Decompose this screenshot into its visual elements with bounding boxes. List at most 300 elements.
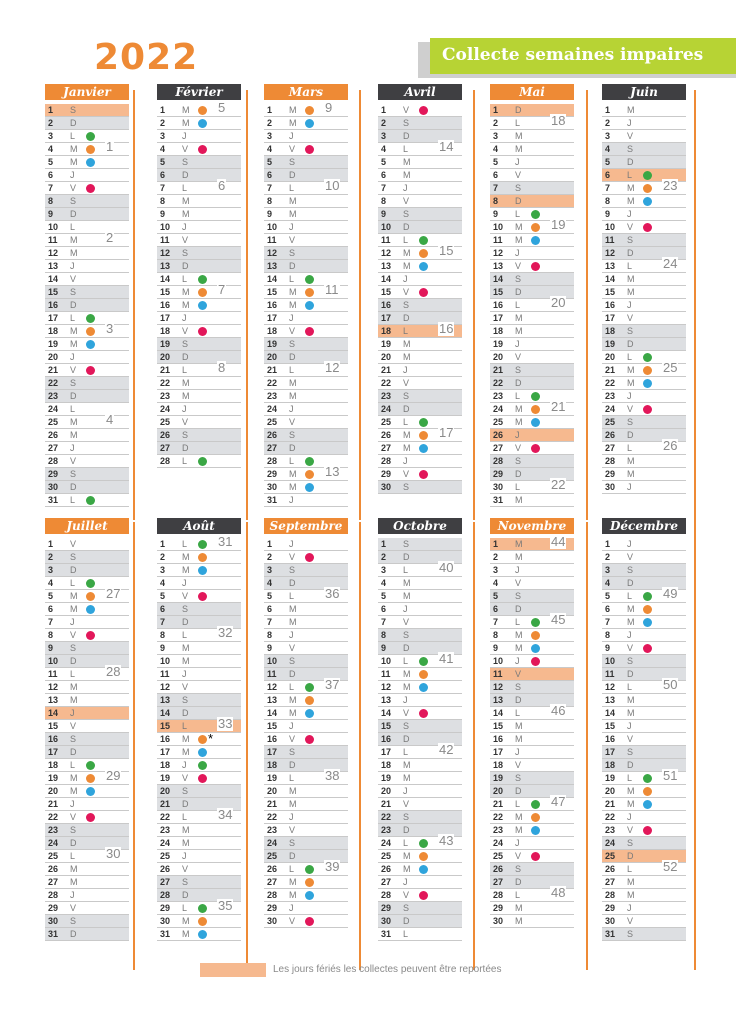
- day-row: [157, 668, 241, 681]
- day-number: 29: [160, 903, 171, 913]
- day-number: 16: [381, 300, 392, 310]
- day-number: 10: [48, 656, 59, 666]
- day-number: 18: [605, 326, 616, 336]
- day-number: 22: [605, 378, 616, 388]
- weekday-letter: M: [515, 235, 523, 245]
- day-row: [264, 117, 348, 130]
- day-row: [264, 720, 348, 733]
- weekday-letter: S: [182, 248, 189, 258]
- day-number: 3: [160, 565, 166, 575]
- day-number: 18: [605, 760, 616, 770]
- day-number: 22: [48, 812, 59, 822]
- day-number: 9: [267, 643, 273, 653]
- day-row: [157, 130, 241, 143]
- weekday-letter: S: [627, 565, 634, 575]
- day-number: 21: [381, 365, 392, 375]
- pink-collection-dot: [419, 709, 428, 718]
- week-number: 22: [551, 477, 566, 492]
- weekday-letter: M: [70, 773, 78, 783]
- weekday-letter: M: [70, 604, 78, 614]
- weekday-letter: S: [515, 183, 522, 193]
- day-number: 5: [160, 157, 166, 167]
- weekday-letter: M: [627, 708, 635, 718]
- weekday-letter: V: [403, 378, 410, 388]
- day-row: [264, 902, 348, 915]
- weekday-letter: J: [403, 274, 408, 284]
- weekday-letter: D: [70, 747, 77, 757]
- day-row: [45, 312, 129, 325]
- day-number: 24: [160, 838, 171, 848]
- day-row: [264, 785, 348, 798]
- day-number: 25: [267, 417, 278, 427]
- day-number: 3: [493, 131, 499, 141]
- week-number: 31: [218, 534, 233, 549]
- day-row: [45, 117, 129, 130]
- weekday-letter: M: [289, 799, 297, 809]
- day-row: [378, 273, 462, 286]
- weekday-letter: S: [182, 786, 189, 796]
- weekday-letter: L: [70, 131, 76, 141]
- week-number: 46: [551, 703, 566, 718]
- day-row: [264, 586, 348, 603]
- month-9: [378, 518, 462, 941]
- week-number: 1: [106, 139, 114, 154]
- weekday-letter: M: [403, 339, 411, 349]
- day-number: 15: [48, 287, 59, 297]
- day-row: [602, 325, 686, 338]
- day-row: [602, 798, 686, 811]
- day-number: 24: [160, 404, 171, 414]
- day-number: 4: [48, 144, 54, 154]
- weekday-letter: L: [182, 183, 188, 193]
- day-number: 31: [267, 495, 278, 505]
- weekday-letter: D: [403, 222, 410, 232]
- pink-collection-dot: [198, 592, 207, 601]
- column-divider: [473, 522, 475, 970]
- day-number: 29: [605, 903, 616, 913]
- day-number: 18: [267, 760, 278, 770]
- weekday-letter: M: [403, 352, 411, 362]
- blue-collection-dot: [419, 262, 428, 271]
- weekday-letter: S: [627, 929, 634, 939]
- day-row: [490, 429, 574, 442]
- day-row: [157, 534, 241, 551]
- day-row: [45, 494, 129, 507]
- day-row: [45, 811, 129, 824]
- day-row: [490, 534, 574, 551]
- day-row: [378, 651, 462, 668]
- week-number: 11: [325, 282, 339, 297]
- day-number: 24: [48, 838, 59, 848]
- blue-collection-dot: [86, 340, 95, 349]
- month-10: [490, 518, 574, 928]
- weekday-letter: V: [70, 456, 77, 466]
- weekday-letter: D: [403, 825, 410, 835]
- day-number: 28: [381, 890, 392, 900]
- day-row: [602, 455, 686, 468]
- weekday-letter: M: [515, 222, 523, 232]
- day-number: 10: [381, 656, 392, 666]
- banner-text: Collecte semaines impaires: [442, 45, 704, 65]
- day-row: [264, 538, 348, 551]
- day-row: [378, 286, 462, 299]
- weekday-letter: M: [627, 604, 635, 614]
- day-number: 29: [493, 469, 504, 479]
- weekday-letter: V: [403, 708, 410, 718]
- day-row: [602, 130, 686, 143]
- day-row: [490, 746, 574, 759]
- day-number: 24: [48, 404, 59, 414]
- day-row: [378, 707, 462, 720]
- orange-collection-dot: [198, 106, 207, 115]
- day-row: [45, 846, 129, 863]
- day-row: [264, 282, 348, 299]
- weekday-letter: D: [70, 565, 77, 575]
- day-row: [264, 733, 348, 746]
- green-collection-dot: [86, 132, 95, 141]
- day-number: 9: [48, 643, 54, 653]
- weekday-letter: J: [627, 812, 632, 822]
- day-number: 19: [48, 339, 59, 349]
- day-row: [490, 455, 574, 468]
- day-number: 15: [605, 287, 616, 297]
- weekday-letter: S: [403, 118, 410, 128]
- day-number: 13: [267, 695, 278, 705]
- day-number: 4: [605, 578, 611, 588]
- day-number: 15: [605, 721, 616, 731]
- weekday-letter: V: [289, 326, 296, 336]
- day-row: [378, 560, 462, 577]
- weekday-letter: L: [182, 539, 188, 549]
- pink-collection-dot: [531, 657, 540, 666]
- day-number: 11: [267, 235, 277, 245]
- weekday-letter: S: [515, 274, 522, 284]
- day-row: [157, 551, 241, 564]
- day-number: 27: [160, 877, 171, 887]
- weekday-letter: V: [70, 903, 77, 913]
- day-number: 7: [381, 617, 387, 627]
- weekday-letter: M: [627, 695, 635, 705]
- day-number: 26: [160, 430, 171, 440]
- day-number: 27: [48, 877, 59, 887]
- day-number: 8: [160, 196, 166, 206]
- weekday-letter: J: [182, 313, 187, 323]
- day-row: [157, 733, 241, 746]
- day-number: 12: [160, 248, 171, 258]
- day-number: 21: [160, 365, 171, 375]
- day-row: [602, 603, 686, 616]
- day-row: [490, 143, 574, 156]
- day-number: 30: [493, 916, 504, 926]
- day-row: [45, 798, 129, 811]
- day-number: 19: [48, 773, 59, 783]
- weekday-letter: V: [627, 313, 634, 323]
- day-number: 26: [267, 430, 278, 440]
- weekday-letter: M: [515, 404, 523, 414]
- year-title: 2022: [94, 37, 199, 78]
- pink-collection-dot: [198, 145, 207, 154]
- day-row: [490, 477, 574, 494]
- day-number: 10: [605, 222, 616, 232]
- day-row: [602, 720, 686, 733]
- week-number: 20: [551, 295, 566, 310]
- week-number: 26: [663, 438, 678, 453]
- day-row: [602, 811, 686, 824]
- day-row: [378, 117, 462, 130]
- weekday-letter: J: [515, 838, 520, 848]
- weekday-letter: J: [403, 604, 408, 614]
- day-number: 24: [493, 838, 504, 848]
- day-row: [602, 377, 686, 390]
- day-row: [264, 837, 348, 850]
- day-number: 30: [48, 482, 59, 492]
- day-number: 26: [381, 864, 392, 874]
- day-row: [378, 603, 462, 616]
- weekday-letter: L: [182, 721, 188, 731]
- weekday-letter: M: [289, 378, 297, 388]
- day-row: [602, 928, 686, 941]
- orange-collection-dot: [643, 366, 652, 375]
- day-row: [602, 208, 686, 221]
- day-row: [45, 642, 129, 655]
- weekday-letter: L: [289, 183, 295, 193]
- month-title: Mai: [490, 84, 574, 100]
- weekday-letter: S: [515, 365, 522, 375]
- day-row: [378, 390, 462, 403]
- column-divider: [473, 90, 475, 520]
- weekday-letter: M: [182, 838, 190, 848]
- day-row: [264, 616, 348, 629]
- day-row: [157, 156, 241, 169]
- weekday-letter: M: [182, 105, 190, 115]
- day-number: 7: [160, 183, 166, 193]
- day-number: 5: [267, 591, 273, 601]
- orange-collection-dot: [86, 327, 95, 336]
- day-list: [378, 104, 462, 494]
- day-row: [378, 139, 462, 156]
- weekday-letter: D: [627, 248, 634, 258]
- orange-collection-dot: [531, 405, 540, 414]
- weekday-letter: J: [70, 170, 75, 180]
- weekday-letter: J: [515, 656, 520, 666]
- orange-collection-dot: [643, 184, 652, 193]
- day-row: [264, 377, 348, 390]
- blue-collection-dot: [419, 444, 428, 453]
- weekday-letter: M: [289, 287, 297, 297]
- day-number: 2: [381, 118, 387, 128]
- day-row: [157, 312, 241, 325]
- day-number: 10: [160, 222, 171, 232]
- day-row: [264, 360, 348, 377]
- pink-collection-dot: [531, 262, 540, 271]
- day-row: [264, 234, 348, 247]
- day-number: 19: [381, 773, 392, 783]
- day-number: 30: [267, 482, 278, 492]
- day-number: 27: [48, 443, 59, 453]
- weekday-letter: J: [289, 630, 294, 640]
- day-row: [157, 403, 241, 416]
- day-number: 9: [267, 209, 273, 219]
- weekday-letter: M: [289, 482, 297, 492]
- day-number: 6: [160, 170, 166, 180]
- day-row: [45, 468, 129, 481]
- weekday-letter: J: [627, 721, 632, 731]
- day-row: [602, 104, 686, 117]
- pink-collection-dot: [305, 917, 314, 926]
- day-number: 18: [493, 760, 504, 770]
- day-number: 29: [267, 903, 278, 913]
- day-row: [602, 117, 686, 130]
- day-number: 1: [160, 539, 166, 549]
- weekday-letter: S: [182, 695, 189, 705]
- pink-collection-dot: [643, 405, 652, 414]
- weekday-letter: D: [289, 578, 296, 588]
- day-number: 30: [381, 482, 392, 492]
- weekday-letter: J: [627, 630, 632, 640]
- weekday-letter: V: [182, 864, 189, 874]
- day-row: [264, 481, 348, 494]
- day-row: [602, 694, 686, 707]
- day-row: [45, 299, 129, 312]
- week-number: 9: [325, 100, 333, 115]
- day-row: [157, 208, 241, 221]
- weekday-letter: J: [403, 877, 408, 887]
- green-collection-dot: [198, 540, 207, 549]
- day-row: [157, 260, 241, 273]
- day-number: 11: [605, 669, 615, 679]
- day-row: [157, 169, 241, 182]
- day-number: 11: [605, 235, 615, 245]
- weekday-letter: L: [627, 352, 633, 362]
- day-number: 2: [493, 118, 499, 128]
- weekday-letter: S: [182, 430, 189, 440]
- week-number: 15: [439, 243, 454, 258]
- weekday-letter: D: [70, 118, 77, 128]
- day-number: 26: [48, 864, 59, 874]
- day-number: 8: [267, 196, 273, 206]
- day-row: [157, 564, 241, 577]
- weekday-letter: V: [515, 669, 522, 679]
- day-number: 7: [48, 183, 54, 193]
- weekday-letter: M: [289, 890, 297, 900]
- day-number: 19: [267, 339, 278, 349]
- day-number: 22: [605, 812, 616, 822]
- day-number: 30: [493, 482, 504, 492]
- day-row: [378, 668, 462, 681]
- week-number: 43: [439, 833, 454, 848]
- weekday-letter: S: [182, 157, 189, 167]
- column-divider: [694, 90, 696, 530]
- day-row: [45, 785, 129, 798]
- day-row: [602, 390, 686, 403]
- day-number: 1: [267, 539, 273, 549]
- month-title: Mars: [264, 84, 348, 100]
- month-title: Février: [157, 84, 241, 100]
- green-collection-dot: [305, 865, 314, 874]
- column-divider: [359, 90, 361, 520]
- day-number: 12: [493, 248, 504, 258]
- day-row: [45, 195, 129, 208]
- day-number: 14: [605, 274, 616, 284]
- day-number: 16: [160, 734, 171, 744]
- day-row: [490, 850, 574, 863]
- blue-collection-dot: [86, 605, 95, 614]
- day-number: 4: [381, 578, 387, 588]
- day-row: [157, 195, 241, 208]
- day-number: 23: [48, 825, 59, 835]
- weekday-letter: S: [515, 456, 522, 466]
- day-row: [490, 325, 574, 338]
- weekday-letter: M: [403, 170, 411, 180]
- day-number: 12: [381, 682, 392, 692]
- day-row: [602, 707, 686, 720]
- day-number: 28: [493, 456, 504, 466]
- month-7: [157, 518, 241, 941]
- day-number: 8: [267, 630, 273, 640]
- weekday-letter: M: [182, 552, 190, 562]
- day-number: 25: [493, 417, 504, 427]
- day-number: 9: [493, 643, 499, 653]
- weekday-letter: D: [627, 760, 634, 770]
- day-number: 21: [48, 799, 59, 809]
- day-number: 20: [605, 352, 616, 362]
- day-number: 31: [381, 929, 392, 939]
- day-row: [490, 182, 574, 195]
- day-number: 22: [267, 812, 278, 822]
- weekday-letter: M: [182, 734, 190, 744]
- day-row: [378, 889, 462, 902]
- day-row: [378, 481, 462, 494]
- day-row: [602, 733, 686, 746]
- day-row: [378, 208, 462, 221]
- day-number: 19: [160, 339, 171, 349]
- weekday-letter: M: [515, 916, 523, 926]
- weekday-letter: S: [182, 604, 189, 614]
- blue-collection-dot: [531, 418, 540, 427]
- weekday-letter: L: [70, 760, 76, 770]
- day-row: [602, 221, 686, 234]
- day-number: 11: [267, 669, 277, 679]
- week-number: 25: [663, 360, 678, 375]
- month-0: [45, 84, 129, 507]
- weekday-letter: S: [515, 864, 522, 874]
- weekday-letter: V: [70, 630, 77, 640]
- column-divider: [133, 90, 135, 520]
- day-row: [490, 885, 574, 902]
- day-row: [490, 130, 574, 143]
- weekday-letter: S: [289, 248, 296, 258]
- weekday-letter: D: [182, 443, 189, 453]
- week-number: 40: [439, 560, 454, 575]
- weekday-letter: D: [70, 391, 77, 401]
- weekday-letter: D: [403, 313, 410, 323]
- weekday-letter: M: [289, 196, 297, 206]
- day-row: [157, 655, 241, 668]
- day-list: [157, 100, 241, 468]
- week-number: 2: [106, 230, 114, 245]
- day-number: 16: [48, 300, 59, 310]
- day-row: [264, 442, 348, 455]
- weekday-letter: D: [289, 669, 296, 679]
- day-row: [602, 915, 686, 928]
- weekday-letter: L: [182, 365, 188, 375]
- day-number: 7: [605, 617, 611, 627]
- weekday-letter: V: [182, 591, 189, 601]
- day-number: 12: [381, 248, 392, 258]
- weekday-letter: J: [289, 404, 294, 414]
- day-number: 12: [48, 682, 59, 692]
- day-row: [45, 390, 129, 403]
